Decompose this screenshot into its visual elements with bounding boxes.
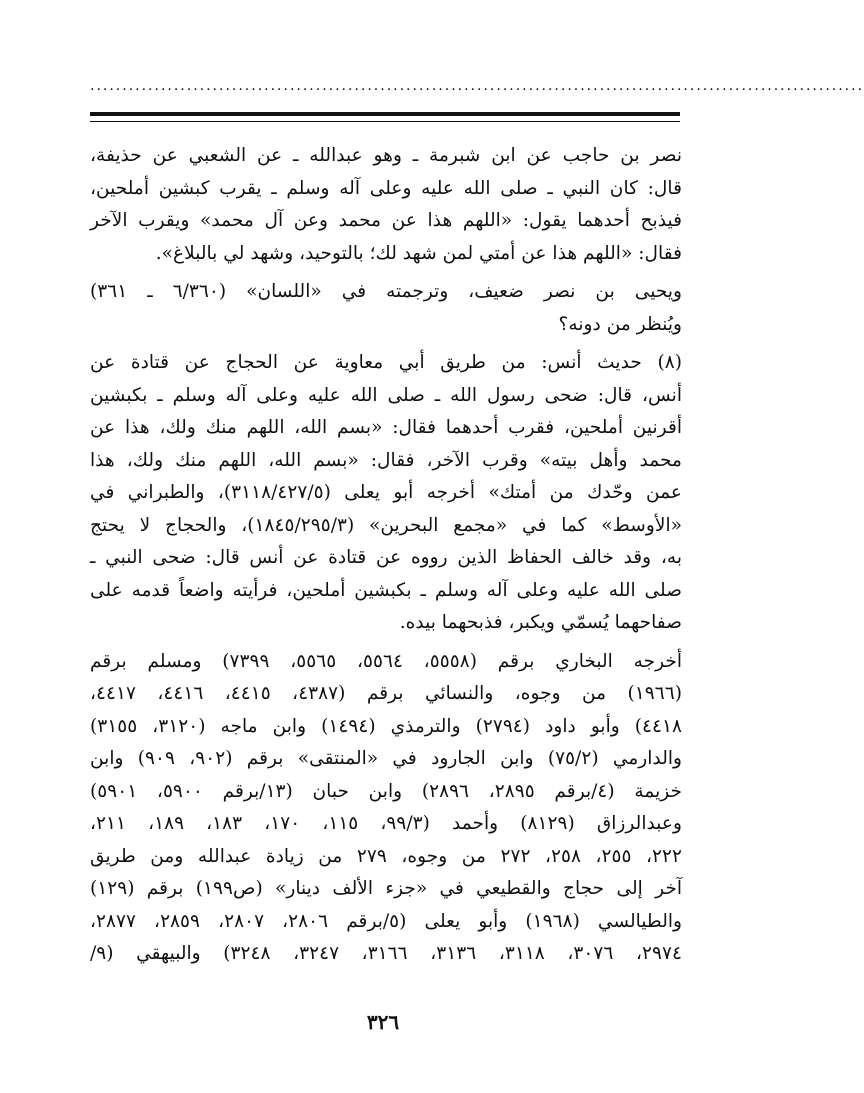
text-line: وعبدالرزاق (٨١٢٩) وأحمد (٩٩/٣، ١١٥، ١٧٠، ١٨٣، ١٨٩، ٢١١، [90,813,682,834]
paragraph-2 [90,276,682,341]
page-number: ٣٢٦ [366,1010,400,1034]
header-rule-thick [90,112,680,116]
text-line: والطيالسي (١٩٦٨) وأبو يعلى (٥/برقم ٢٨٠٦، ٢٨٠٧، ٢٨٥٩، ٢٨٧٧، [90,910,683,932]
header-dotted-line: ........................................................................................................................ [90,78,864,94]
page-body [90,140,682,1010]
text-line: أخرجه البخاري برقم (٥٥٥٨، ٥٥٦٤، ٥٥٦٥، ٧٣٩٩) ومسلم برقم [90,650,682,672]
text-line: خزيمة (٤/برقم ٢٨٩٥، ٢٨٩٦) وابن حبان (١٣/برقم ٥٩٠٠، ٥٩٠١) [90,780,683,802]
text-line: محمد وأهل بيته» وقرب الآخر، فقال: «بسم الله، اللهم منك ولك، هذا [90,449,682,471]
text-line: أنس، قال: ضحى رسول الله ـ صلى الله عليه وعلى آله وسلم ـ بكبشين [90,384,682,406]
text-line: أقرنين أملحين، فقرب أحدهما فقال: «بسم الله، اللهم منك ولك، هذا عن [90,417,682,438]
text-line: ٢٢٢، ٢٥٥، ٢٥٨، ٢٧٢ من وجوه، ٢٧٩ من زيادة عبدالله ومن طريق [90,845,682,867]
text-line: ويحيى بن نصر ضعيف، وترجمته في «اللسان» (٦/٣٦٠ ـ ٣٦١) [90,281,682,302]
text-line: فيذبح أحدهما يقول: «اللهم هذا عن محمد وعن آل محمد» ويقرب الآخر [90,210,682,231]
text-line: آخر إلى حجاج والقطيعي في «جزء الألف دينار» (ص١٩٩) برقم (١٢٩) [90,878,682,899]
text-line: قال: كان النبي ـ صلى الله عليه وعلى آله وسلم ـ يقرب كبشين أملحين، [90,177,682,199]
text-line: به، وقد خالف الحفاظ الذين رووه عن قتادة عن أنس قال: ضحى النبي ـ [90,547,682,568]
text-line: والدارمي (٧٥/٢) وابن الجارود في «المنتقى» برقم (٩٠٢، ٩٠٩) وابن [90,748,683,769]
paragraph-1 [90,140,682,270]
text-line: صلى الله عليه وعلى آله وسلم ـ بكبشين أملحين، فرأيته واضعاً قدمه على [90,579,682,601]
text-line: ٤٤١٨) وأبو داود (٢٧٩٤) والترمذي (١٤٩٤) وابن ماجه (٣١٢٠، ٣١٥٥) [90,715,682,737]
text-line: (١٩٦٦) من وجوه، والنسائي برقم (٤٣٨٧، ٤٤١٥، ٤٤١٦، ٤٤١٧، [90,683,682,704]
text-line: عمن وحّدك من أمتك» أخرجه أبو يعلى (٣١١٨/٤٢٧/٥)، والطبراني في [90,482,682,503]
text-line: «الأوسط» كما في «مجمع البحرين» (١٨٤٥/٢٩٥/٣)، والحجاج لا يحتج [90,514,682,536]
text-line: صفاحهما يُسمّي ويكبر، فذبحهما بيده. [399,612,682,633]
text-line: فقال: «اللهم هذا عن أمتي لمن شهد لك؛ بالتوحيد، وشهد لي بالبلاغ». [155,242,682,264]
text-line: (٨) حديث أنس: من طريق أبي معاوية عن الحجاج عن قتادة عن [90,352,682,373]
text-line: نصر بن حاجب عن ابن شبرمة ـ وهو عبدالله ـ عن الشعبي عن حذيفة، [90,145,682,166]
paragraph-4 [90,646,682,971]
text-line: ويُنظر من دونه؟ [558,313,682,335]
paragraph-3 [90,347,682,640]
text-line: ٢٩٧٤، ٣٠٧٦، ٣١١٨، ٣١٣٦، ٣١٦٦، ٣٢٤٧، ٣٢٤٨) والبيهقي (٩/ [90,943,682,964]
header-rule-thin [90,121,680,122]
